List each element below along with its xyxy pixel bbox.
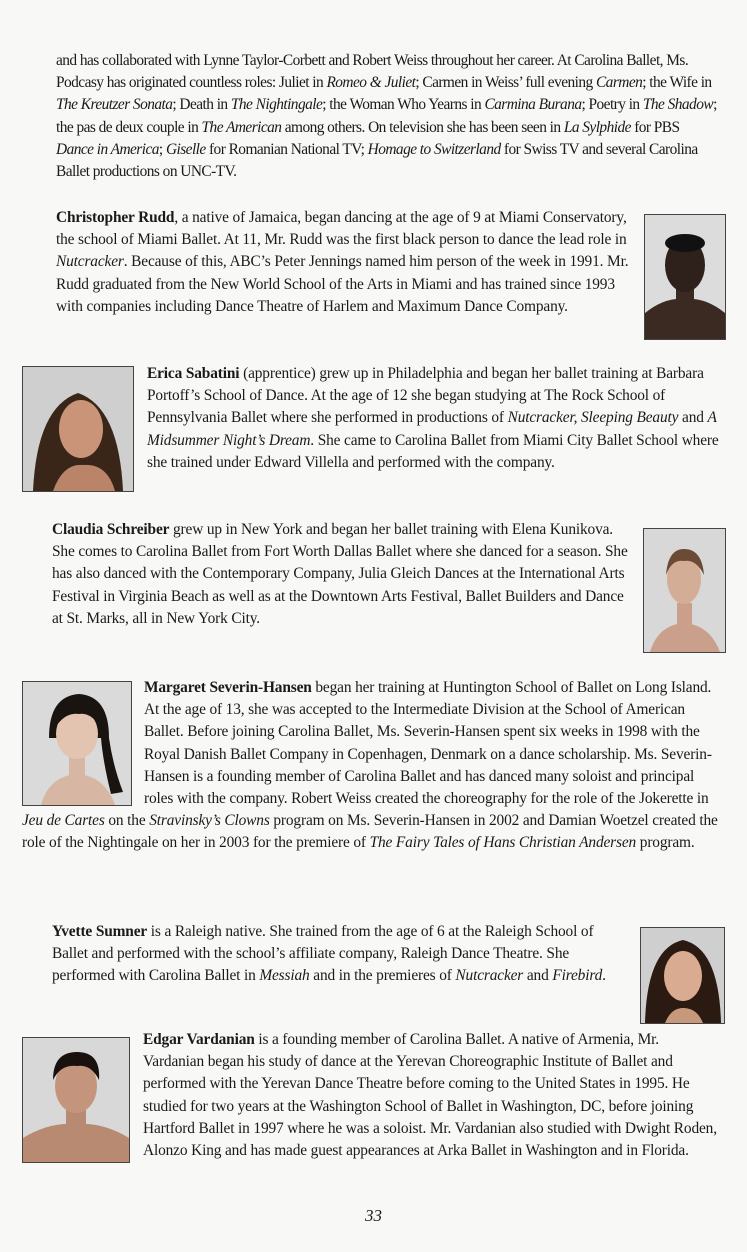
portrait-woman-icon bbox=[23, 682, 131, 805]
bio-erica-sabatini: Erica Sabatini (apprentice) grew up in Philadelphia and began her ballet training at Barbara Portoff’s School of Dance. At the age of 12 she began studying at The Rock School of Pennsylvania Ballet where she performed in productions of Nutcracker, Sleeping Beauty and A Midsummer Night’s Dream. She came to Carolina Ballet from Miami City Ballet School where she trained under Edward Villella and performed with the company. bbox=[147, 365, 719, 471]
bio-claudia-schreiber: Claudia Schreiber grew up in New York and began her ballet training with Elena Kunikova. She comes to Carolina Ballet from Fort Worth Dallas Ballet where she danced for a season. She has also danced with the Contemporary Company, Julia Gleich Dances at the International Arts Festival in Virginia Beach as well as at the Downtown Arts Festival, Ballet Builders and Dance at St. Marks, all in New York City. bbox=[52, 521, 628, 627]
photo-edgar-vardanian bbox=[22, 1037, 130, 1163]
bio-edgar-vardanian: Edgar Vardanian is a founding member of Carolina Ballet. A native of Armenia, Mr. Vardanian began his study of dance at the Yerevan Choreographic Institute of Ballet and performed with the Yerevan Dance Theatre before coming to the United States in 1995. He studied for two years at the Washington School of Ballet in Washington, DC, before joining Hartford Ballet in 1997 where he was a soloist. Mr. Vardanian also studied with Dwight Roden, Alonzo King and has made guest appearances at Arka Ballet in Washington and in Florida. bbox=[22, 1029, 722, 1163]
bio-christopher-rudd: Christopher Rudd, a native of Jamaica, began dancing at the age of 9 at Miami Conservatory, the school of Miami Ballet. At 11, Mr. Rudd was the first black person to dance the lead role in Nutcracker. Because of this, ABC’s Peter Jennings named him person of the week in 1991. Mr. Rudd graduated from the New World School of the Arts in Miami and has trained since 1993 with companies including Dance Theatre of Harlem and Maximum Dance Company. bbox=[56, 209, 629, 315]
portrait-woman-icon bbox=[641, 928, 724, 1023]
bio-podcasy: and has collaborated with Lynne Taylor-Corbett and Robert Weiss throughout her career. At Carolina Ballet, Ms. Podcasy has originated countless roles: Juliet in Romeo & Juliet; Carmen in Weiss’ full evening Carmen; the Wife in The Kreutzer Sonata; Death in The Nightingale; the Woman Who Yearns in Carmina Burana; Poetry in The Shadow; the pas de deux couple in The American among others. On television she has been seen in La Sylphide for PBS Dance in America; Giselle for Romanian National TV; Homage to Switzerland for Swiss TV and several Carolina Ballet productions on UNC-TV. bbox=[56, 52, 717, 181]
photo-margaret-severin-hansen bbox=[22, 681, 132, 806]
bio-yvette-sumner: Yvette Sumner is a Raleigh native. She trained from the age of 6 at the Raleigh School of Ballet and performed with the school’s affiliate company, Raleigh Dance Theatre. She performed with Carolina Ballet in Messiah and in the premieres of Nutcracker and Firebird. bbox=[52, 923, 606, 985]
photo-yvette-sumner bbox=[640, 927, 725, 1024]
portrait-woman-icon bbox=[23, 367, 133, 491]
portrait-man-icon bbox=[645, 215, 725, 339]
photo-erica-sabatini bbox=[22, 366, 134, 492]
page-number: 33 bbox=[365, 1206, 382, 1225]
portrait-man-icon bbox=[23, 1038, 129, 1162]
photo-christopher-rudd bbox=[644, 214, 726, 340]
bio-margaret-severin-hansen: Margaret Severin-Hansen began her training at Huntington School of Ballet on Long Island. At the age of 13, she was accepted to the Intermediate Division at the School of American Ballet. Before joining Carolina Ballet, Ms. Severin-Hansen spent six weeks in 1998 with the Royal Danish Ballet Company in Copenhagen, Denmark on a dance scholarship. Ms. Severin-Hansen is a founding member of Carolina Ballet and has danced many soloist and principal roles with the company. Robert Weiss created the choreography for the role of the Jokerette in Jeu de Cartes on the Stravinsky’s Clowns program on Ms. Severin-Hansen in 2002 and Damian Woetzel created the role of the Nightingale on her in 2003 for the premiere of The Fairy Tales of Hans Christian Andersen program. bbox=[22, 679, 718, 852]
portrait-woman-icon bbox=[644, 529, 725, 652]
photo-claudia-schreiber bbox=[643, 528, 726, 653]
